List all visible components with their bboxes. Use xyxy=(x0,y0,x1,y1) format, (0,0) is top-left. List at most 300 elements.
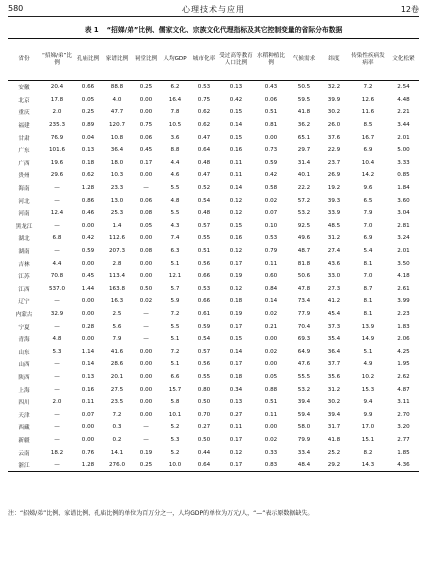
table-cell: 0.00 xyxy=(139,399,153,406)
table-cell: 0.55 xyxy=(197,235,211,242)
table-cell: 27.4 xyxy=(327,248,341,255)
table-cell: 9.6 xyxy=(363,185,373,192)
table-cell: 1.95 xyxy=(397,361,410,368)
table-cell: 7.2 xyxy=(112,411,122,418)
table-cell: 8.1 xyxy=(363,310,373,317)
table-cell: 41.8 xyxy=(327,436,341,443)
table-row xyxy=(8,144,419,157)
table-cell: 0.06 xyxy=(139,134,153,141)
table-cell: 0.15 xyxy=(229,134,243,141)
column-header: 家谱比例 xyxy=(105,56,129,63)
table-cell: 11.6 xyxy=(361,109,375,116)
table-cell: — xyxy=(143,310,149,317)
table-cell: 48.5 xyxy=(327,222,341,229)
table-cell: 2.81 xyxy=(397,222,410,229)
table-cell: 33.4 xyxy=(297,449,311,456)
table-cell: — xyxy=(54,361,60,368)
table-cell: 0.57 xyxy=(197,348,211,355)
table-cell: 0.02 xyxy=(264,436,278,443)
table-cell: 6.9 xyxy=(363,147,373,154)
table-cell: 27.5 xyxy=(110,386,124,393)
table-row xyxy=(8,94,419,107)
column-header: 孔庙比例 xyxy=(76,56,100,63)
table-cell: 0.51 xyxy=(197,248,211,255)
table-row xyxy=(8,333,419,346)
table-cell: 0.47 xyxy=(197,172,211,179)
table-cell: 0.17 xyxy=(139,159,153,166)
table-cell: 0.00 xyxy=(264,134,278,141)
table-caption xyxy=(8,24,419,34)
journal-title: 心理技术与应用 xyxy=(182,5,245,14)
table-cell: 0.00 xyxy=(139,361,153,368)
table-cell: 23.3 xyxy=(110,185,124,192)
table-cell: 0.88 xyxy=(264,386,278,393)
province-cell: 四川 xyxy=(18,400,30,407)
table-cell: 4.18 xyxy=(397,273,410,280)
table-cell: — xyxy=(54,298,60,305)
table-cell: 0.53 xyxy=(197,285,211,292)
table-row xyxy=(8,421,419,434)
table-cell: 70.8 xyxy=(50,273,64,280)
table-cell: 36.4 xyxy=(327,348,341,355)
table-cell: 235.3 xyxy=(48,122,65,129)
table-cell: 6.5 xyxy=(363,197,373,204)
table-cell: 16.3 xyxy=(110,298,124,305)
table-cell: 2.54 xyxy=(397,84,410,91)
province-cell: 辽宁 xyxy=(18,299,30,306)
table-row xyxy=(8,295,419,308)
table-cell: 14.1 xyxy=(110,449,124,456)
table-cell: 0.3 xyxy=(112,424,122,431)
table-cell: 4.9 xyxy=(363,361,373,368)
table-cell: 5.5 xyxy=(170,210,180,217)
table-cell: 0.33 xyxy=(264,449,278,456)
table-cell: 65.1 xyxy=(297,134,311,141)
table-cell: 7.0 xyxy=(363,222,373,229)
table-cell: 0.64 xyxy=(197,147,211,154)
table-cell: 3.44 xyxy=(397,122,410,129)
table-cell: 12.6 xyxy=(361,96,375,103)
table-cell: 163.8 xyxy=(108,285,125,292)
table-cell: 3.24 xyxy=(397,235,410,242)
column-header: 气候需求 xyxy=(292,56,316,63)
table-cell: 16.7 xyxy=(361,134,375,141)
province-cell: 青海 xyxy=(18,337,30,344)
table-cell: 0.18 xyxy=(229,298,243,305)
table-cell: 0.18 xyxy=(229,373,243,380)
column-header: 受过高等教育人口比例 xyxy=(219,52,253,66)
table-cell: 0.13 xyxy=(229,84,243,91)
table-cell: 30.2 xyxy=(327,109,341,116)
table-cell: 10.5 xyxy=(168,122,182,129)
column-header: 人均GDP xyxy=(163,56,187,63)
table-row xyxy=(8,245,419,258)
table-cell: — xyxy=(143,336,149,343)
table-cell: 58.0 xyxy=(297,424,311,431)
table-cell: 0.42 xyxy=(264,172,278,179)
table-cell: 0.00 xyxy=(81,436,95,443)
table-cell: 2.06 xyxy=(397,336,410,343)
table-cell: 19.6 xyxy=(50,159,64,166)
table-cell: 1.44 xyxy=(81,285,95,292)
province-cell: 海南 xyxy=(18,186,30,193)
table-cell: 0.45 xyxy=(139,147,153,154)
table-cell: 0.61 xyxy=(197,310,211,317)
table-cell: 0.83 xyxy=(264,462,278,469)
table-cell: 5.9 xyxy=(170,298,180,305)
table-number: 表 1 xyxy=(84,26,99,34)
table-cell: 59.5 xyxy=(297,96,311,103)
table-row xyxy=(8,157,419,170)
table-cell: 64.9 xyxy=(297,348,311,355)
table-cell: 0.19 xyxy=(139,449,153,456)
table-cell: 0.56 xyxy=(197,361,211,368)
table-cell: 23.5 xyxy=(110,399,124,406)
table-cell: 23.7 xyxy=(327,159,341,166)
table-row xyxy=(8,383,419,396)
table-cell: 0.25 xyxy=(139,84,153,91)
table-cell: 0.00 xyxy=(81,310,95,317)
table-cell: 0.15 xyxy=(229,109,243,116)
table-cell: 3.60 xyxy=(397,197,410,204)
table-cell: 0.00 xyxy=(139,348,153,355)
table-row xyxy=(8,220,419,233)
table-cell: 0.19 xyxy=(229,273,243,280)
table-cell: — xyxy=(54,323,60,330)
table-cell: 0.15 xyxy=(229,336,243,343)
table-cell: 59.4 xyxy=(297,411,311,418)
table-cell: 0.04 xyxy=(81,134,95,141)
table-cell: 5.3 xyxy=(170,436,180,443)
table-cell: 4.36 xyxy=(397,462,410,469)
table-cell: 0.59 xyxy=(81,248,95,255)
table-cell: 0.11 xyxy=(81,399,95,406)
table-row xyxy=(8,119,419,132)
table-cell: 0.19 xyxy=(229,310,243,317)
province-cell: 山东 xyxy=(18,349,30,356)
table-cell: 27.3 xyxy=(327,285,341,292)
table-row xyxy=(8,320,419,333)
table-cell: 57.2 xyxy=(297,197,311,204)
table-cell: 6.3 xyxy=(170,248,180,255)
table-cell: 7.2 xyxy=(363,84,373,91)
table-cell: 0.00 xyxy=(81,260,95,267)
table-cell: 0.89 xyxy=(81,122,95,129)
table-cell: 6.2 xyxy=(170,84,180,91)
table-cell: 0.51 xyxy=(264,399,278,406)
table-cell: 1.85 xyxy=(397,449,410,456)
table-cell: 0.17 xyxy=(229,323,243,330)
table-cell: 0.06 xyxy=(139,197,153,204)
table-cell: 25.3 xyxy=(110,210,124,217)
table-cell: 12.4 xyxy=(50,210,64,217)
table-cell: 5.4 xyxy=(363,248,373,255)
table-cell: 0.17 xyxy=(229,462,243,469)
table-cell: 0.62 xyxy=(197,109,211,116)
table-cell: 0.00 xyxy=(264,424,278,431)
table-cell: 0.15 xyxy=(229,222,243,229)
table-cell: 5.1 xyxy=(170,336,180,343)
province-cell: 河南 xyxy=(18,211,30,218)
table-cell: — xyxy=(54,185,60,192)
table-cell: 0.14 xyxy=(229,348,243,355)
table-cell: 0.14 xyxy=(264,298,278,305)
table-cell: 55.5 xyxy=(297,373,311,380)
table-cell: 0.27 xyxy=(229,411,243,418)
table-cell: 0.45 xyxy=(81,273,95,280)
table-cell: 0.55 xyxy=(197,373,211,380)
province-cell: 甘肃 xyxy=(18,135,30,142)
table-cell: 2.8 xyxy=(112,260,122,267)
table-cell: 1.84 xyxy=(397,185,410,192)
table-cell: — xyxy=(54,197,60,204)
table-cell: 0.11 xyxy=(229,424,243,431)
table-cell: 0.50 xyxy=(139,285,153,292)
table-row xyxy=(8,232,419,245)
table-cell: 45.4 xyxy=(327,310,341,317)
table-row xyxy=(8,408,419,421)
province-cell: 上海 xyxy=(18,387,30,394)
table-cell: 22.9 xyxy=(327,147,341,154)
table-cell: 31.2 xyxy=(327,235,341,242)
table-cell: 10.3 xyxy=(110,172,124,179)
table-cell: 15.1 xyxy=(361,436,375,443)
column-header: 传染性疾病发病率 xyxy=(351,52,385,66)
table-cell: 0.70 xyxy=(197,411,211,418)
province-cell: 湖南 xyxy=(18,249,30,256)
table-cell: 76.9 xyxy=(50,134,64,141)
table-cell: 7.8 xyxy=(170,109,180,116)
table-cell: 537.0 xyxy=(48,285,65,292)
table-cell: 3.20 xyxy=(397,424,410,431)
table-cell: 29.2 xyxy=(327,462,341,469)
page-number: 580 xyxy=(8,4,24,13)
table-cell: 5.5 xyxy=(170,185,180,192)
table-row xyxy=(8,194,419,207)
table-cell: 1.14 xyxy=(81,348,95,355)
table-cell: — xyxy=(54,222,60,229)
table-cell: 15.3 xyxy=(361,386,375,393)
column-header: 省份 xyxy=(18,56,30,63)
table-cell: 13.9 xyxy=(361,323,375,330)
table-cell: 41.6 xyxy=(110,348,124,355)
table-cell: — xyxy=(54,462,60,469)
table-cell: 0.13 xyxy=(81,373,95,380)
table-cell: 0.06 xyxy=(264,96,278,103)
table-cell: 17.8 xyxy=(50,96,64,103)
table-cell: 0.18 xyxy=(81,159,95,166)
table-cell: 0.17 xyxy=(229,361,243,368)
table-cell: 88.8 xyxy=(110,84,124,91)
table-cell: 0.86 xyxy=(81,197,95,204)
table-cell: 0.12 xyxy=(229,285,243,292)
table-cell: 31.7 xyxy=(327,424,341,431)
table-cell: 0.05 xyxy=(139,222,153,229)
table-cell: 7.2 xyxy=(170,348,180,355)
table-cell: 0.00 xyxy=(81,298,95,305)
table-cell: 26.9 xyxy=(327,172,341,179)
table-cell: 1.83 xyxy=(397,323,410,330)
table-cell: 30.2 xyxy=(327,399,341,406)
table-cell: 14.2 xyxy=(361,172,375,179)
table-cell: 22.2 xyxy=(297,185,311,192)
table-cell: — xyxy=(54,424,60,431)
table-cell: 5.1 xyxy=(170,260,180,267)
table-cell: 4.0 xyxy=(112,96,122,103)
table-cell: 0.00 xyxy=(139,109,153,116)
table-cell: 47.6 xyxy=(297,361,311,368)
table-cell: 32.9 xyxy=(50,310,64,317)
table-cell: 69.3 xyxy=(297,336,311,343)
table-cell: 0.00 xyxy=(139,260,153,267)
table-cell: 53.2 xyxy=(297,210,311,217)
table-row xyxy=(8,308,419,321)
table-cell: — xyxy=(54,436,60,443)
table-cell: 6.6 xyxy=(170,373,180,380)
table-cell: 0.00 xyxy=(139,96,153,103)
table-cell: 0.12 xyxy=(229,197,243,204)
table-cell: 0.53 xyxy=(197,84,211,91)
column-header: 文化松紧 xyxy=(392,56,415,63)
table-cell: 4.3 xyxy=(170,222,180,229)
province-cell: 安徽 xyxy=(18,85,30,92)
table-cell: 0.53 xyxy=(264,235,278,242)
table-cell: 5.2 xyxy=(170,424,180,431)
table-cell: 35.6 xyxy=(327,373,341,380)
table-cell: 0.60 xyxy=(264,273,278,280)
table-cell: 0.73 xyxy=(264,147,278,154)
table-cell: — xyxy=(54,248,60,255)
table-cell: 3.04 xyxy=(397,210,410,217)
table-cell: 207.3 xyxy=(108,248,125,255)
table-cell: 32.2 xyxy=(327,84,341,91)
table-cell: 5.6 xyxy=(112,323,122,330)
table-title: “招娣/弟”比例、儒家文化、宗族文化代理指标及其它控制变量的省际分布数据 xyxy=(106,26,343,34)
table-cell: 39.4 xyxy=(297,399,311,406)
table-cell: 2.0 xyxy=(52,399,62,406)
table-cell: 92.5 xyxy=(297,222,311,229)
table-cell: 43.6 xyxy=(327,260,341,267)
province-cell: 湖北 xyxy=(18,236,30,243)
column-header: 水稻种植比例 xyxy=(257,52,285,66)
province-cell: 陕西 xyxy=(18,374,30,381)
table-cell: 2.77 xyxy=(397,436,410,443)
table-cell: 20.1 xyxy=(110,373,124,380)
table-cell: 0.47 xyxy=(197,134,211,141)
table-cell: 6.8 xyxy=(52,235,62,242)
table-cell: 18.0 xyxy=(110,159,124,166)
column-header: 纬度 xyxy=(328,56,340,63)
table-cell: 0.48 xyxy=(197,159,211,166)
table-cell: 0.12 xyxy=(229,449,243,456)
table-cell: 0.57 xyxy=(197,222,211,229)
province-cell: 山西 xyxy=(18,362,30,369)
table-cell: 77.9 xyxy=(297,310,311,317)
table-cell: 39.9 xyxy=(327,96,341,103)
table-cell: 49.6 xyxy=(297,235,311,242)
province-cell: 浙江 xyxy=(18,463,30,470)
table-row xyxy=(8,182,419,195)
table-cell: 3.50 xyxy=(397,260,410,267)
table-cell: 3.99 xyxy=(397,298,410,305)
table-cell: 0.00 xyxy=(81,222,95,229)
table-cell: 0.05 xyxy=(264,373,278,380)
table-cell: 113.4 xyxy=(108,273,125,280)
table-cell: 0.46 xyxy=(81,210,95,217)
table-cell: 0.44 xyxy=(197,449,211,456)
table-cell: 0.27 xyxy=(197,424,211,431)
table-cell: 7.4 xyxy=(170,235,180,242)
table-cell: — xyxy=(143,185,149,192)
table-cell: 37.6 xyxy=(327,134,341,141)
table-cell: 28.6 xyxy=(110,361,124,368)
table-cell: 1.28 xyxy=(81,185,95,192)
table-cell: 73.4 xyxy=(297,298,311,305)
table-row xyxy=(8,169,419,182)
table-cell: 10.2 xyxy=(361,373,375,380)
table-cell: 5.7 xyxy=(170,285,180,292)
table-cell: 0.05 xyxy=(81,96,95,103)
province-cell: 重庆 xyxy=(18,110,30,117)
table-cell: 47.8 xyxy=(297,285,311,292)
table-cell: 0.13 xyxy=(81,147,95,154)
table-cell: 2.01 xyxy=(397,248,410,255)
table-cell: 2.5 xyxy=(112,310,122,317)
province-cell: 吉林 xyxy=(18,261,30,268)
table-row xyxy=(8,459,419,472)
table-cell: 5.00 xyxy=(397,147,410,154)
table-cell: 8.1 xyxy=(363,260,373,267)
table-cell: 2.70 xyxy=(397,411,410,418)
table-cell: 0.54 xyxy=(197,336,211,343)
table-cell: 9.4 xyxy=(363,399,373,406)
table-cell: 0.08 xyxy=(139,210,153,217)
table-cell: 2.21 xyxy=(397,109,410,116)
table-cell: 0.58 xyxy=(264,185,278,192)
table-row xyxy=(8,358,419,371)
table-cell: 0.00 xyxy=(139,273,153,280)
table-cell: 0.75 xyxy=(139,122,153,129)
province-cell: 广东 xyxy=(18,148,30,155)
table-cell: 53.2 xyxy=(297,386,311,393)
table-cell: 0.16 xyxy=(81,386,95,393)
table-cell: 0.62 xyxy=(81,172,95,179)
table-cell: 0.12 xyxy=(229,248,243,255)
table-cell: 0.07 xyxy=(81,411,95,418)
table-cell: 0.11 xyxy=(229,172,243,179)
table-cell: 120.7 xyxy=(108,122,125,129)
table-cell: — xyxy=(54,373,60,380)
province-cell: 天津 xyxy=(18,412,30,419)
table-cell: 0.02 xyxy=(264,197,278,204)
province-cell: 北京 xyxy=(18,97,30,104)
table-cell: 35.4 xyxy=(327,336,341,343)
table-cell: 0.66 xyxy=(197,273,211,280)
table-cell: 10.0 xyxy=(168,462,182,469)
table-cell: 4.8 xyxy=(52,336,62,343)
table-cell: 4.87 xyxy=(397,386,410,393)
table-cell: 37.3 xyxy=(327,323,341,330)
table-cell: 37.7 xyxy=(327,361,341,368)
table-cell: 0.21 xyxy=(264,323,278,330)
table-cell: 0.16 xyxy=(229,147,243,154)
table-cell: 0.10 xyxy=(264,222,278,229)
table-cell: 0.51 xyxy=(264,109,278,116)
table-cell: 79.9 xyxy=(297,436,311,443)
table-cell: 3.11 xyxy=(397,399,410,406)
table-cell: 0.16 xyxy=(229,235,243,242)
table-cell: 0.17 xyxy=(229,436,243,443)
